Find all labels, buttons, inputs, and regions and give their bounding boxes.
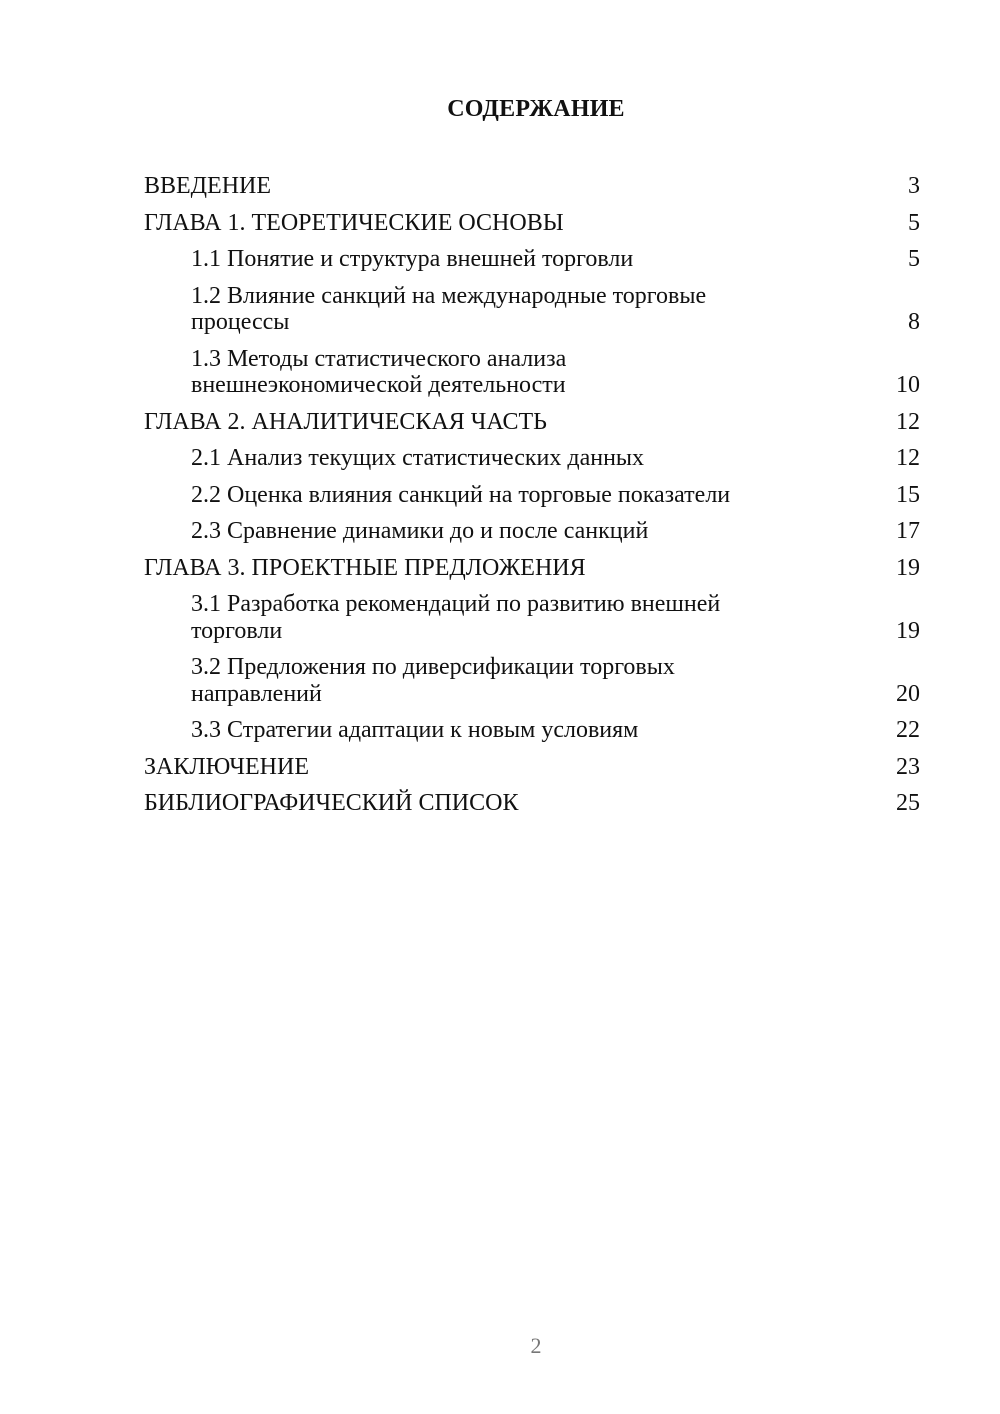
toc-entry-page: 15 [896, 481, 920, 508]
page-number: 2 [530, 1333, 542, 1358]
toc-entry-text: ВВЕДЕНИЕ [144, 173, 272, 199]
toc-entry[interactable] [144, 749, 920, 786]
toc-entry-text: 1.2 Влияние санкций на международные торговые процессы [191, 282, 707, 335]
toc-entry[interactable] [144, 278, 920, 341]
toc-entry-text: 3.2 Предложения по диверсификации торговых направлений [191, 654, 675, 707]
toc-entry-text: 3.1 Разработка рекомендаций по развитию внешней торговли [191, 591, 721, 644]
toc-entry[interactable] [144, 586, 920, 649]
toc-entry-page: 5 [908, 209, 920, 236]
toc-entry-page: 25 [896, 790, 920, 816]
toc-entry[interactable] [144, 550, 920, 587]
toc-entry[interactable] [144, 440, 920, 477]
toc-entry-page: 10 [896, 372, 920, 398]
toc-entry[interactable] [144, 649, 920, 712]
toc-entry[interactable] [144, 513, 920, 550]
toc-entry-page: 20 [896, 680, 920, 707]
toc-entry-text: 2.1 Анализ текущих статистических данных [191, 445, 645, 471]
toc-entry-page: 19 [896, 617, 920, 644]
toc-entry-page: 3 [908, 173, 920, 199]
toc-entry-page: 12 [896, 408, 920, 435]
toc-entry-page: 12 [896, 445, 920, 471]
table-of-contents [144, 168, 920, 822]
toc-entry-page: 22 [896, 717, 920, 743]
toc-entry-text: 2.2 Оценка влияния санкций на торговые показатели [191, 481, 731, 508]
toc-entry-text: ГЛАВА 2. АНАЛИТИЧЕСКАЯ ЧАСТЬ [144, 408, 547, 435]
toc-entry[interactable] [144, 477, 920, 514]
toc-entry[interactable] [144, 168, 920, 205]
toc-entry[interactable] [144, 241, 920, 278]
toc-entry[interactable] [144, 785, 920, 822]
toc-entry-page: 5 [908, 246, 920, 272]
toc-entry[interactable] [144, 404, 920, 441]
toc-entry-text: 1.1 Понятие и структура внешней торговли [191, 246, 634, 272]
toc-entry[interactable] [144, 205, 920, 242]
toc-entry-text: 2.3 Сравнение динамики до и после санкций [191, 518, 649, 544]
toc-entry-text: 1.3 Методы статистического анализа внешнеэкономической деятельности [191, 345, 567, 398]
toc-entry-page: 19 [896, 554, 920, 581]
page-title: СОДЕРЖАНИЕ [447, 96, 625, 122]
toc-entry[interactable] [144, 712, 920, 749]
toc-entry-text: БИБЛИОГРАФИЧЕСКИЙ СПИСОК [144, 790, 519, 816]
toc-entry[interactable] [144, 341, 920, 404]
toc-entry-text: ГЛАВА 1. ТЕОРЕТИЧЕСКИЕ ОСНОВЫ [144, 209, 564, 236]
toc-entry-page: 23 [896, 753, 920, 780]
toc-entry-page: 8 [908, 309, 920, 335]
toc-entry-text: 3.3 Стратегии адаптации к новым условиям [191, 717, 639, 743]
toc-entry-text: ГЛАВА 3. ПРОЕКТНЫЕ ПРЕДЛОЖЕНИЯ [144, 554, 586, 581]
toc-entry-text: ЗАКЛЮЧЕНИЕ [144, 753, 309, 780]
toc-entry-page: 17 [896, 518, 920, 544]
